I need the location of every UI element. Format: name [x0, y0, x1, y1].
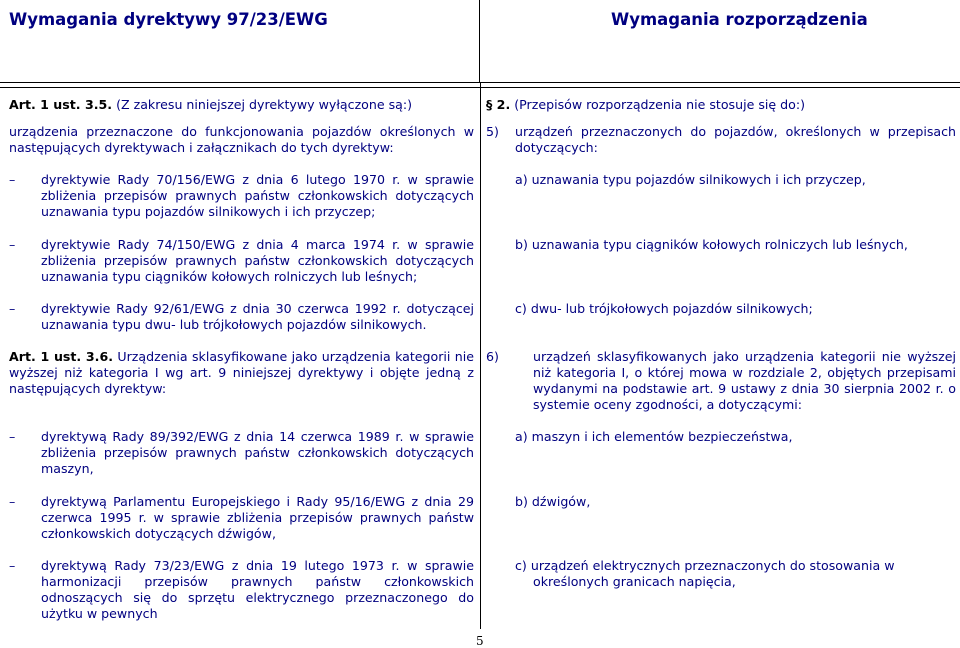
left-intro: urządzenia przeznaczone do funkcjonowania pojazdów określonych w następujących dyrektywach i załącznikach do tych dyrektyw:	[9, 124, 474, 155]
art-1-3-5-label: Art. 1 ust. 3.5.	[9, 97, 113, 112]
left-art-1-3-5	[9, 97, 474, 113]
dash-marker: –	[9, 301, 16, 316]
dash-marker: –	[9, 237, 16, 252]
art-1-3-6-text: Urządzenia sklasyfikowane jako urządzenia kategorii nie wyższej niż kategoria I wg art. 9 niniejszej dyrektywy i objęte jedną z następujących dyrektyw:	[9, 349, 474, 396]
right-point-6	[486, 349, 956, 413]
point-5-number: 5)	[486, 124, 499, 139]
right-5c: c) dwu- lub trójkołowych pojazdów silnikowych;	[515, 301, 813, 316]
left-item-1-text: dyrektywie Rady 70/156/EWG z dnia 6 lutego 1970 r. w sprawie zbliżenia przepisów prawnych państw członkowskich dotyczących uznawania typu pojazdów silnikowych i ich przyczep;	[41, 172, 474, 219]
right-6c	[515, 558, 955, 590]
left-item-3	[9, 301, 474, 333]
section-2-text: (Przepisów rozporządzenia nie stosuje się do:)	[514, 97, 806, 112]
left-item-3-text: dyrektywie Rady 92/61/EWG z dnia 30 czerwca 1992 r. dotyczącej uznawania typu dwu- lub trójkołowych pojazdów silnikowych.	[41, 301, 474, 332]
right-point-5	[486, 124, 956, 156]
point-5-text: urządzeń przeznaczonych do pojazdów, określonych w przepisach dotyczących:	[515, 124, 956, 155]
left-item-2	[9, 237, 474, 285]
dash-marker: –	[9, 558, 16, 573]
left-item-2-text: dyrektywie Rady 74/150/EWG z dnia 4 marca 1974 r. w sprawie zbliżenia przepisów prawnych państw członkowskich dotyczących uznawania typu ciągników kołowych rolniczych lub leśnych;	[41, 237, 474, 284]
header-right-title: Wymagania rozporządzenia	[611, 10, 868, 29]
right-6a: a) maszyn i ich elementów bezpieczeństwa,	[515, 429, 793, 444]
right-5b: b) uznawania typu ciągników kołowych rolniczych lub leśnych,	[515, 237, 908, 252]
dash-marker: –	[9, 494, 16, 509]
right-6b: b) dźwigów,	[515, 494, 591, 509]
left-item-6	[9, 558, 474, 622]
left-item-5	[9, 494, 474, 542]
left-item-5-text: dyrektywą Parlamentu Europejskiego i Rady 95/16/EWG z dnia 29 czerwca 1995 r. w sprawie zbliżenia przepisów prawnych państw członkowskich dotyczących dźwigów,	[41, 494, 474, 541]
section-2-label: § 2.	[486, 97, 511, 112]
right-5a: a) uznawania typu pojazdów silnikowych i ich przyczep,	[515, 172, 866, 187]
art-1-3-5-text: (Z zakresu niniejszej dyrektywy wyłączone są:)	[116, 97, 413, 112]
left-item-6-text: dyrektywą Rady 73/23/EWG z dnia 19 lutego 1973 r. w sprawie harmonizacji przepisów prawnych państw członkowskich odnoszących się do sprzętu elektrycznego przeznaczonego do użytku w pewnych	[41, 558, 474, 621]
column-divider	[480, 82, 481, 629]
left-item-1	[9, 172, 474, 220]
header-left-title: Wymagania dyrektywy 97/23/EWG	[9, 10, 328, 29]
art-1-3-6-label: Art. 1 ust. 3.6.	[9, 349, 114, 364]
header-right-cell	[480, 0, 960, 82]
left-item-4-text: dyrektywą Rady 89/392/EWG z dnia 14 czerwca 1989 r. w sprawie zbliżenia przepisów prawnych państw członkowskich dotyczących maszyn,	[41, 429, 474, 476]
point-6-number: 6)	[486, 349, 499, 364]
left-art-1-3-6	[9, 349, 474, 397]
page-number: 5	[476, 634, 484, 648]
right-section-2	[486, 97, 956, 113]
point-6-text: urządzeń sklasyfikowanych jako urządzenia kategorii nie wyższej niż kategoria I, o której mowa w rozdziale 2, objętych przepisami wydanymi na podstawie art. 9 ustawy z dnia 30 sierpnia 2002 r. o systemie oceny zgodności, a dotyczącymi:	[533, 349, 956, 412]
left-item-4	[9, 429, 474, 477]
dash-marker: –	[9, 172, 16, 187]
header-left-cell	[0, 0, 480, 82]
right-6c-text: c) urządzeń elektrycznych przeznaczonych do stosowania w określonych granicach napięcia,	[515, 558, 895, 589]
dash-marker: –	[9, 429, 16, 444]
